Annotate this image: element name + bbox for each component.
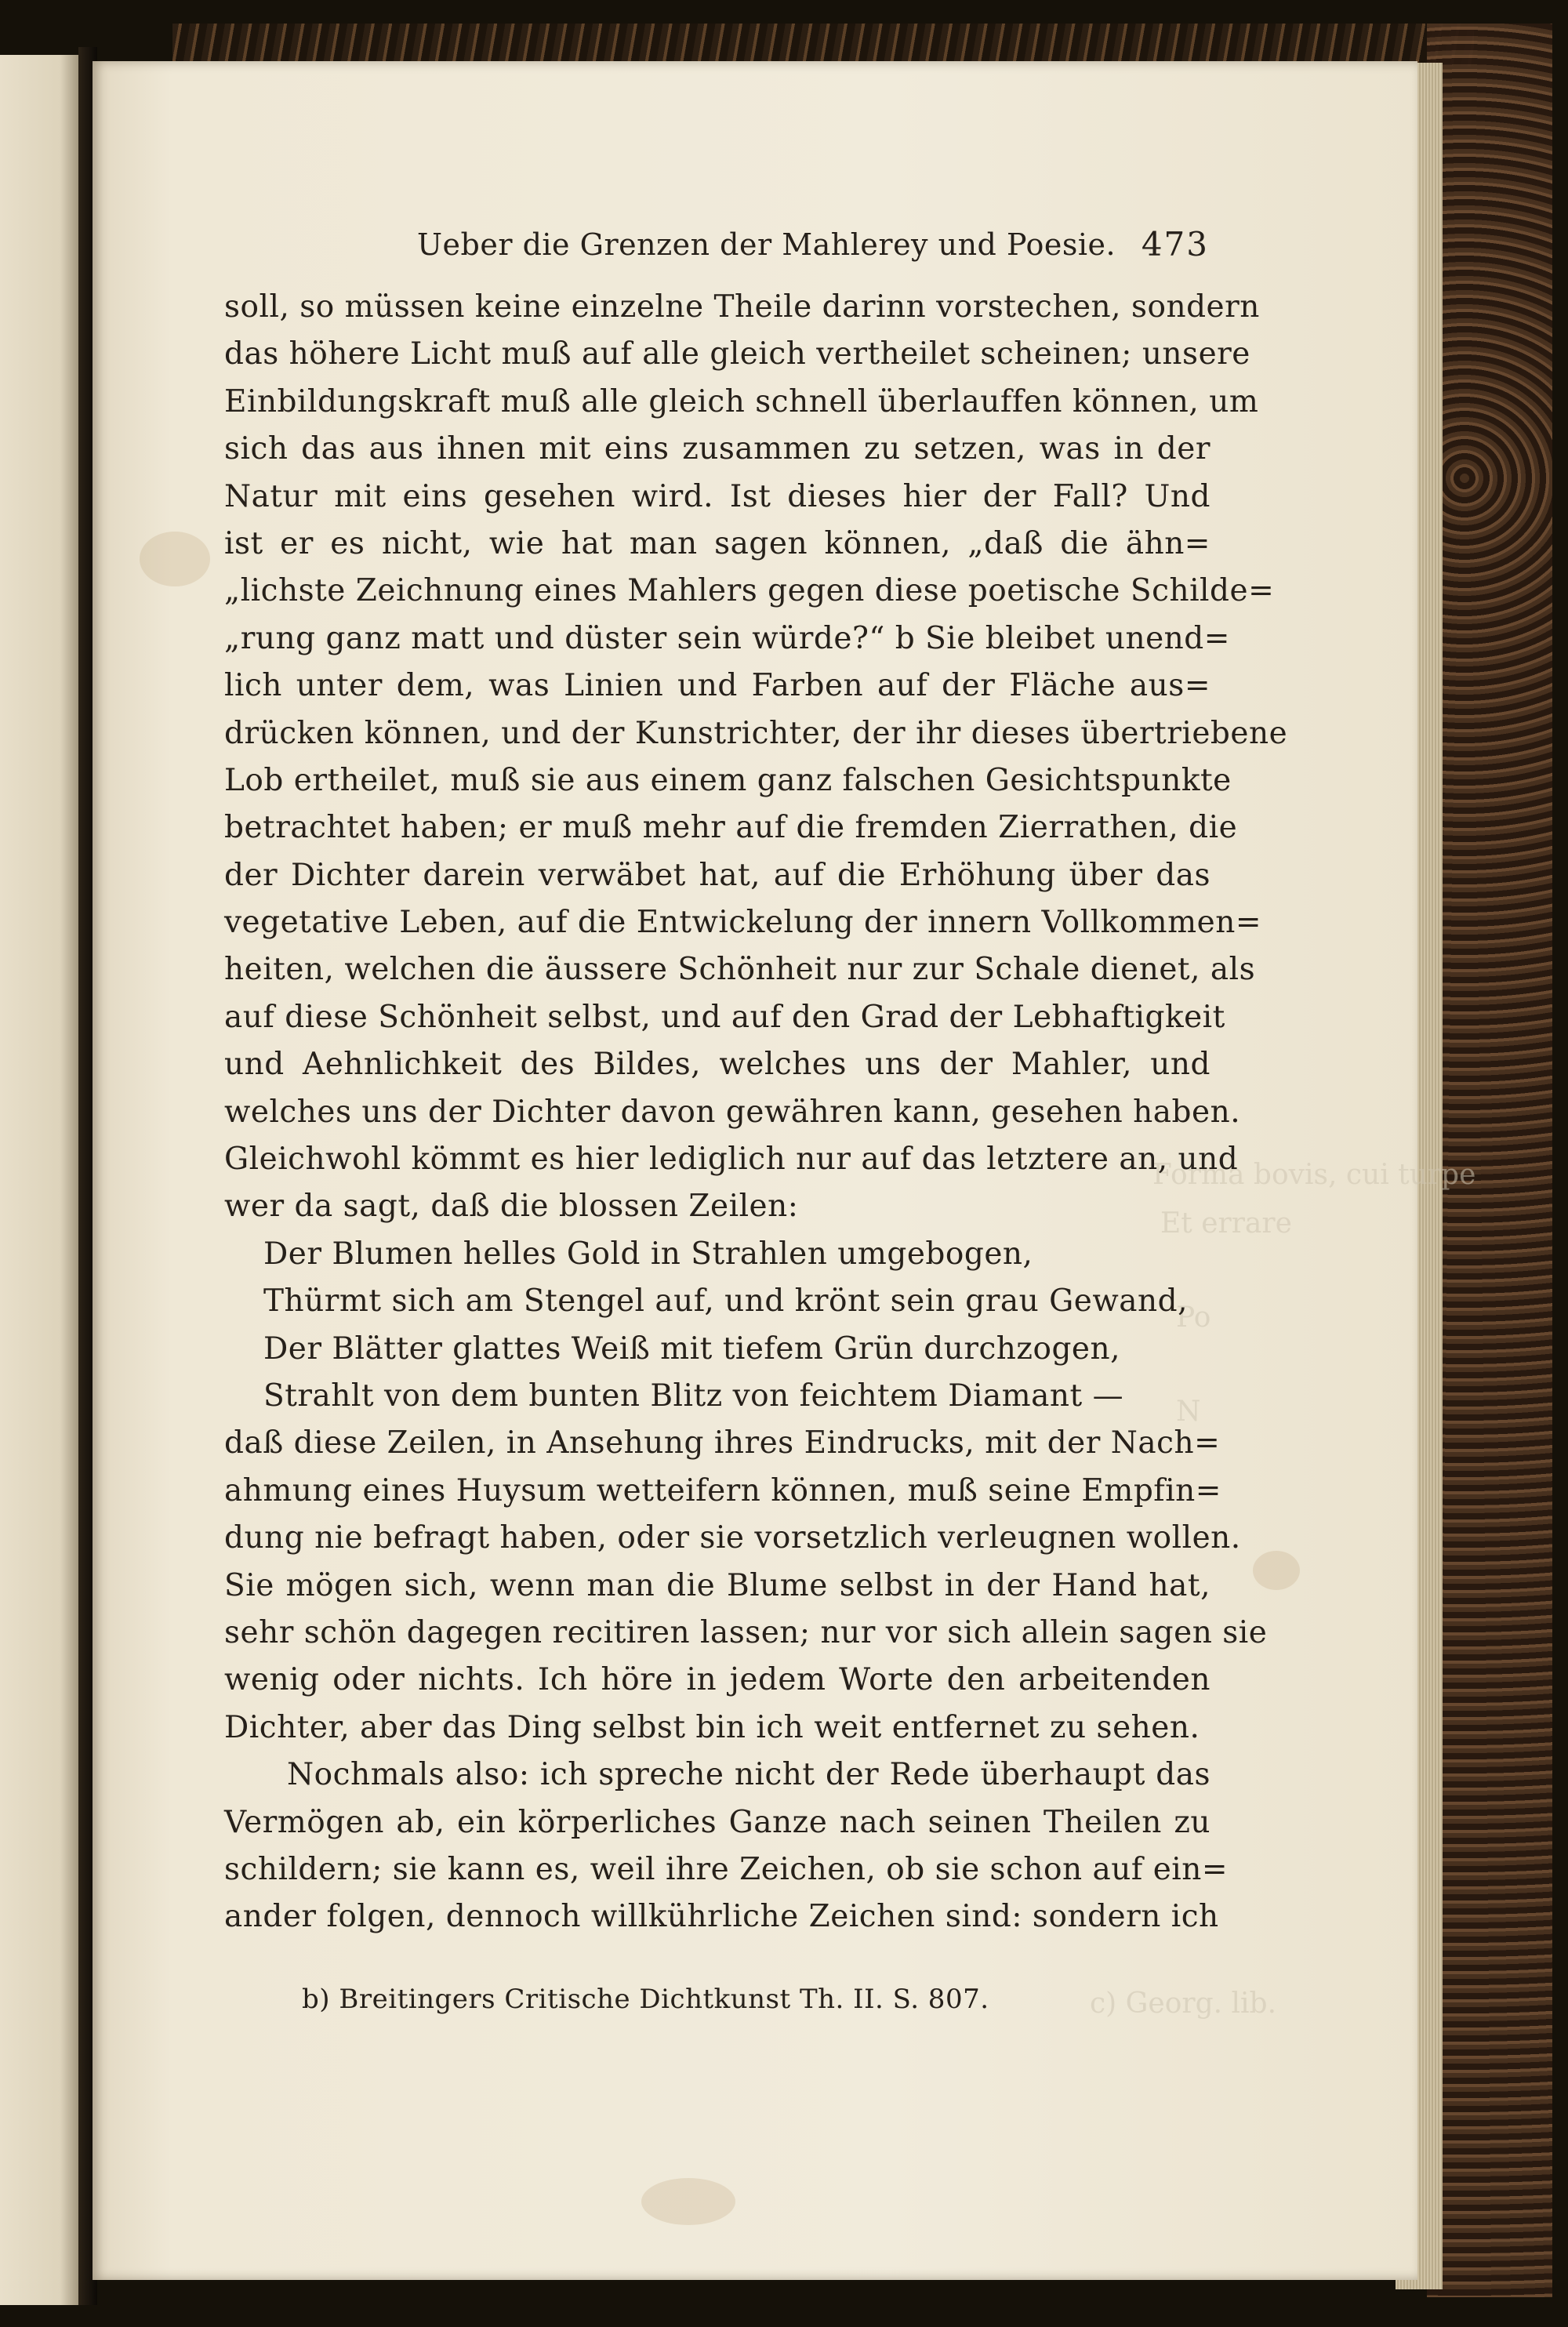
text-line: das höhere Licht muß auf alle gleich vertheilet scheinen; unsere [224,336,1250,372]
text-line: „rung ganz matt und düster sein würde?“ b Sie bleibet unend= [224,620,1230,656]
bleed-through-text: Et errare [1160,1207,1292,1240]
bleed-through-text: c) Georg. lib. [1090,1988,1277,2020]
text-line: soll, so müssen keine einzelne Theile darinn vorstechen, sondern [224,289,1260,325]
text-line: sich das aus ihnen mit eins zusammen zu setzen, was in der [224,431,1210,467]
text-line: ander folgen, dennoch willkührliche Zeichen sind: sondern ich [224,1899,1219,1935]
text-line: heiten, welchen die äussere Schönheit nur zur Schale dienet, als [224,952,1256,988]
running-header [417,221,1209,268]
verse-line: Strahlt von dem bunten Blitz von feichtem Diamant — [263,1378,1124,1414]
text-line: der Dichter darein verwäbet hat, auf die Erhöhung über das [224,857,1210,893]
text-line: welches uns der Dichter davon gewähren kann, gesehen haben. [224,1094,1241,1130]
text-line: Dichter, aber das Ding selbst bin ich weit entfernet zu sehen. [224,1709,1200,1745]
page-number: 473 [1141,225,1209,263]
bleed-through-text: N [1176,1396,1201,1428]
paper-stain [140,532,210,586]
marbled-cover-top [172,24,1474,67]
text-line: schildern; sie kann es, weil ihre Zeichen, ob sie schon auf ein= [224,1851,1229,1887]
text-line: Vermögen ab, ein körperliches Ganze nach seinen Theilen zu [224,1804,1210,1840]
text-line: betrachtet haben; er muß mehr auf die fremden Zierrathen, die [224,810,1238,846]
text-line: wenig oder nichts. Ich höre in jedem Worte den arbeitenden [224,1662,1210,1698]
text-line: auf diese Schönheit selbst, und auf den Grad der Lebhaftigkeit [224,999,1225,1035]
text-line: Sie mögen sich, wenn man die Blume selbst in der Hand hat, [224,1567,1210,1603]
text-line: Lob ertheilet, muß sie aus einem ganz falschen Gesichtspunkte [224,762,1232,798]
text-line: vegetative Leben, auf die Entwickelung der innern Vollkommen= [224,905,1262,941]
verse-line: Thürmt sich am Stengel auf, und krönt sein grau Gewand, [263,1283,1188,1320]
facing-page-edge [0,55,86,2305]
bleed-through-text: Po [1176,1301,1211,1334]
text-line: und Aehnlichkeit des Bildes, welches uns der Mahler, und [224,1047,1210,1083]
text-line: Gleichwohl kömmt es hier lediglich nur auf das letztere an, und [224,1142,1239,1178]
text-line: drücken können, und der Kunstrichter, der ihr dieses übertriebene [224,715,1288,751]
bleed-through-text: Forma bovis, cui turpe [1152,1159,1476,1191]
text-line: ist er es nicht, wie hat man sagen können, „daß die ähn= [224,525,1210,561]
text-line: lich unter dem, was Linien und Farben auf der Fläche aus= [224,668,1210,704]
text-line: ahmung eines Huysum wetteifern können, muß seine Empfin= [224,1472,1221,1508]
footnote: b) Breitingers Critische Dichtkunst Th. II. S. 807. [302,1984,989,2015]
running-title: Ueber die Grenzen der Mahlerey und Poesie. [417,227,1116,262]
text-line: Einbildungskraft muß alle gleich schnell überlauffen können, um [224,383,1259,419]
text-line: Natur mit eins gesehen wird. Ist dieses hier der Fall? Und [224,478,1210,514]
text-line: sehr schön dagegen recitiren lassen; nur vor sich allein sagen sie [224,1614,1268,1650]
text-line: daß diese Zeilen, in Ansehung ihres Eindrucks, mit der Nach= [224,1425,1221,1461]
text-line: „lichste Zeichnung eines Mahlers gegen diese poetische Schilde= [224,573,1275,609]
text-line: wer da sagt, daß die blossen Zeilen: [224,1189,799,1225]
text-line: Nochmals also: ich spreche nicht der Rede überhaupt das [287,1757,1210,1793]
paper-stain [641,2178,735,2225]
paper-stain [1253,1551,1300,1590]
verse-line: Der Blumen helles Gold in Strahlen umgebogen, [263,1236,1033,1272]
verse-line: Der Blätter glattes Weiß mit tiefem Grün durchzogen, [263,1330,1121,1367]
text-line: dung nie befragt haben, oder sie vorsetzlich verleugnen wollen. [224,1520,1241,1556]
